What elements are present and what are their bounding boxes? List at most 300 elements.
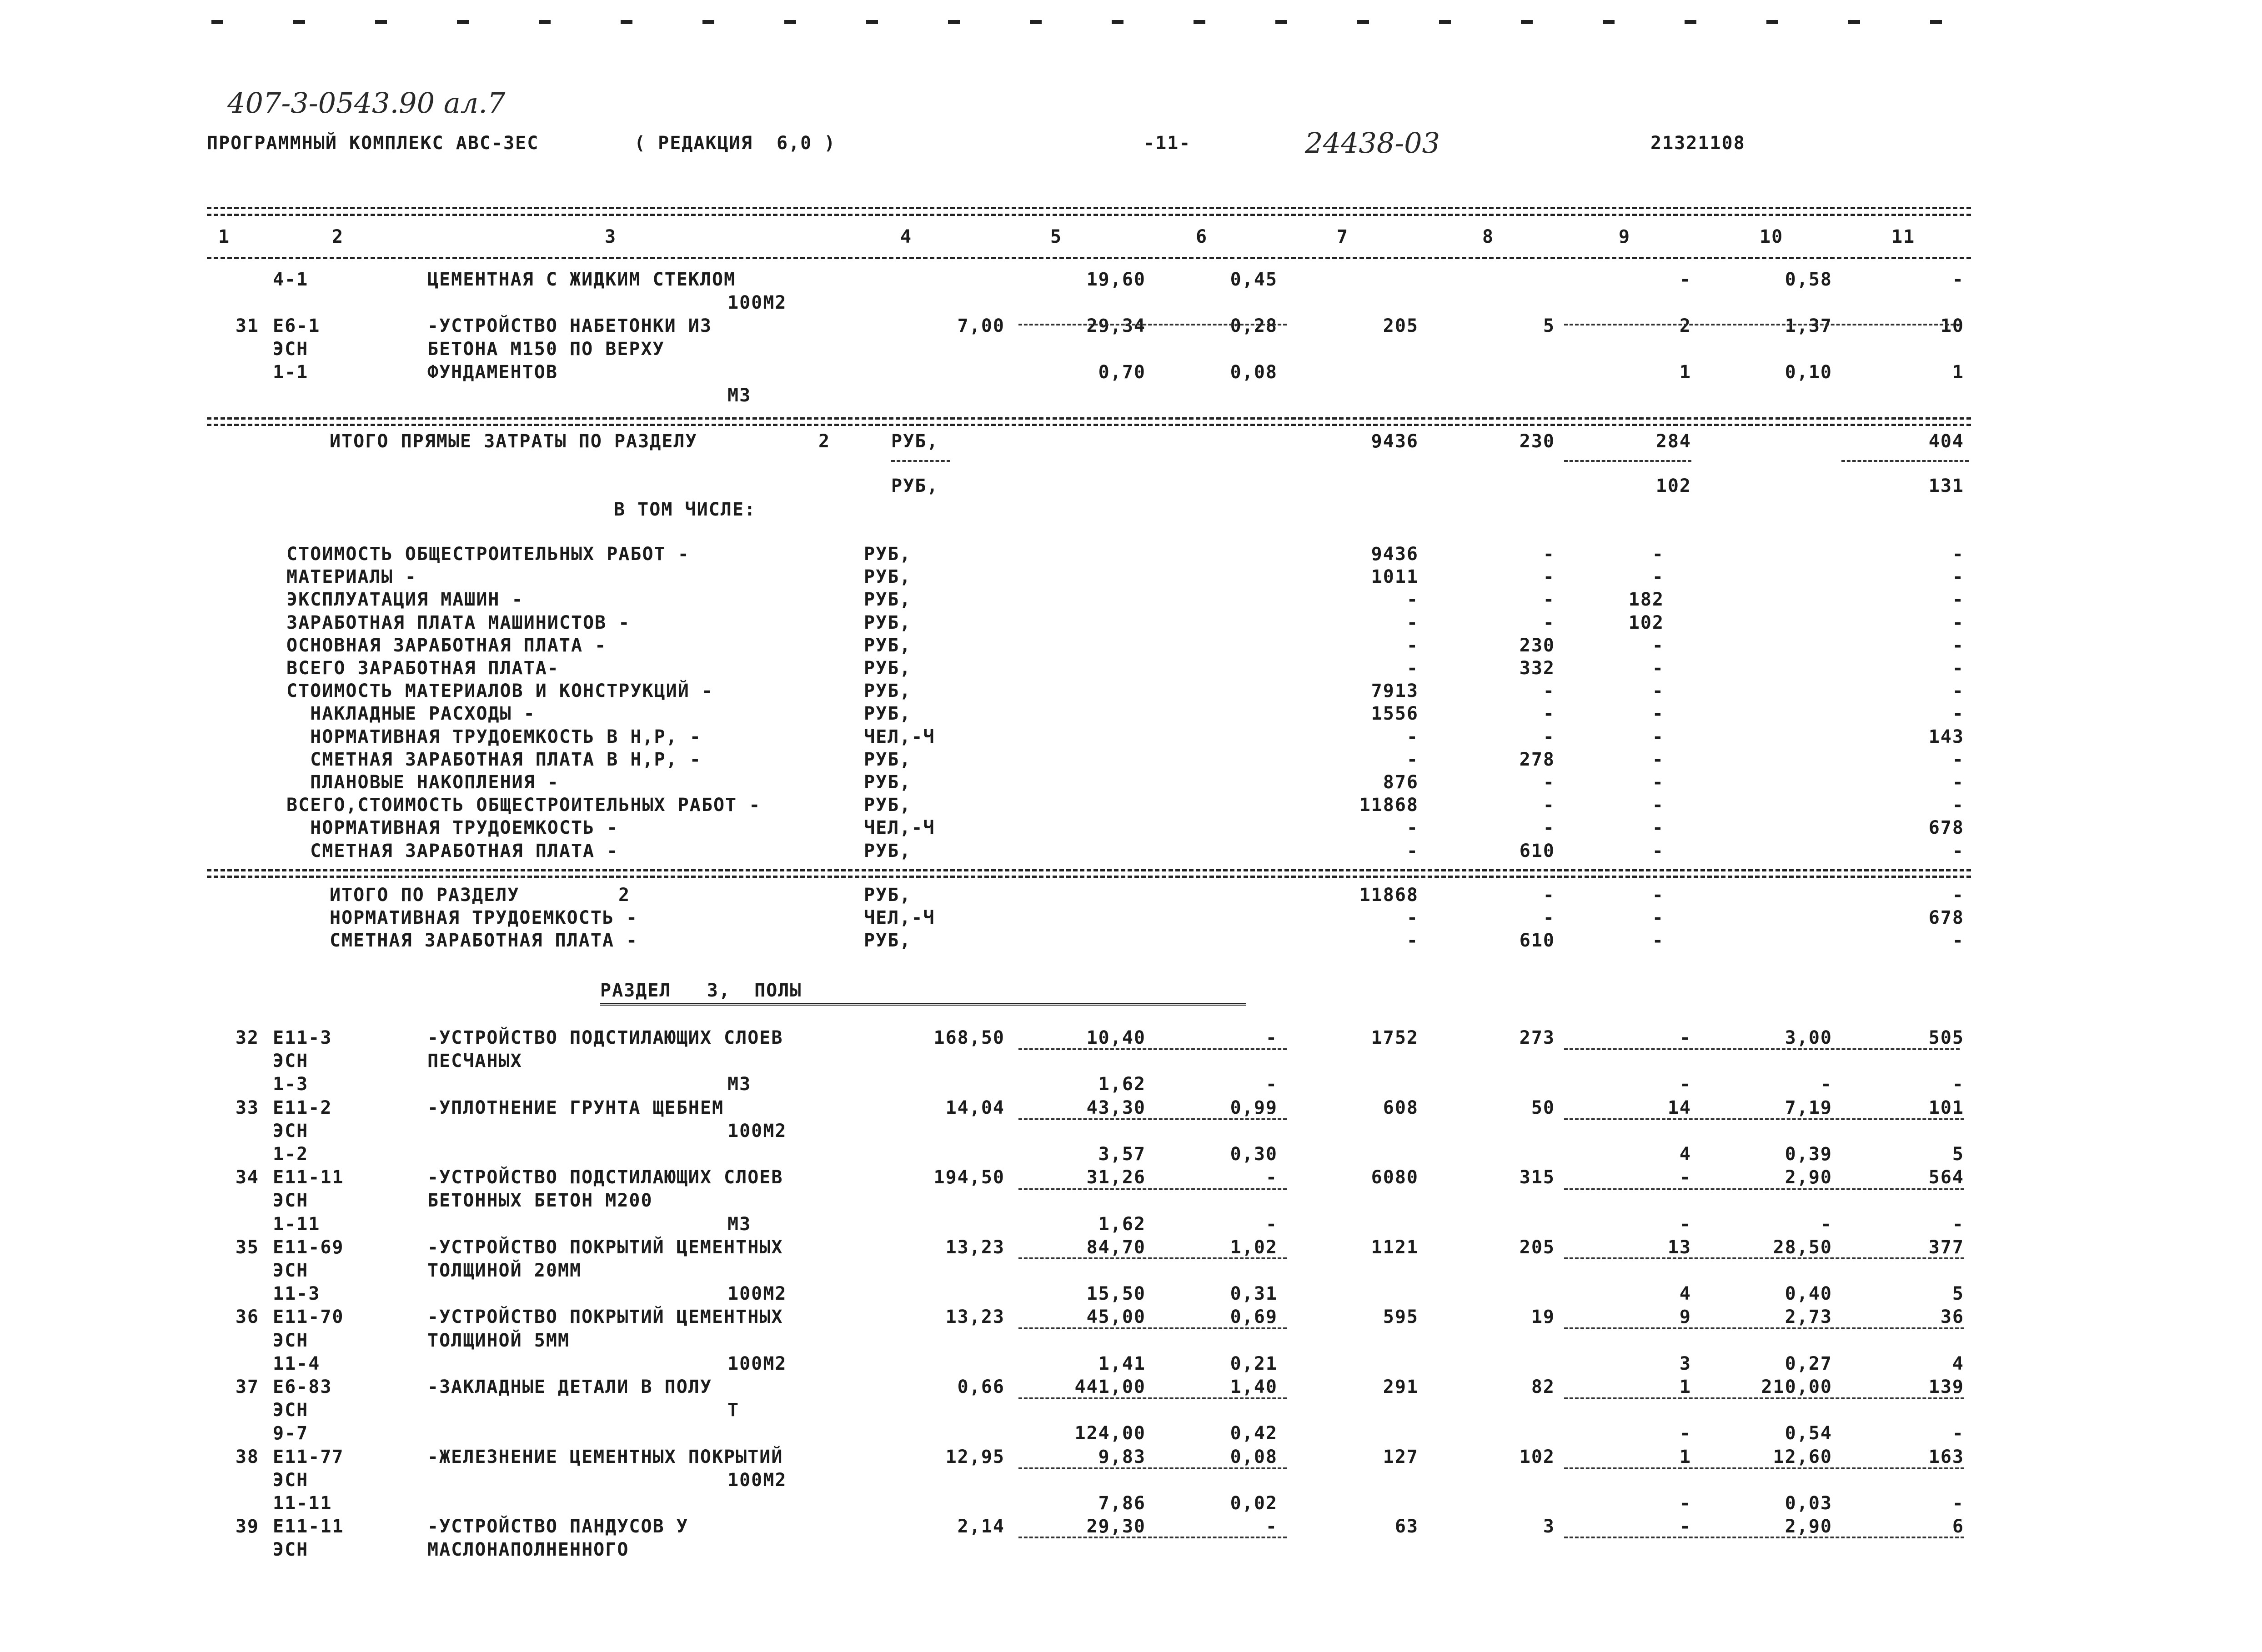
- column-header-cell: 7: [1337, 226, 1349, 247]
- cell-c5: 7,86: [1098, 1493, 1146, 1514]
- table-row: [0, 1470, 2262, 1493]
- breakdown-unit: РУБ,: [864, 703, 912, 725]
- cell-code: 9-7: [273, 1423, 309, 1444]
- cell-desc: -УСТРОЙСТВО ПАНДУСОВ У: [427, 1516, 688, 1537]
- section-total-unit-2: РУБ,: [891, 476, 939, 496]
- summary-c9: -: [1652, 907, 1664, 928]
- breakdown-label: СТОИМОСТЬ МАТЕРИАЛОВ И КОНСТРУКЦИЙ -: [286, 681, 713, 702]
- cell-c6: 0,02: [1230, 1493, 1278, 1514]
- cell-code: ЭСН: [273, 1120, 309, 1141]
- breakdown-c7: 9436: [1371, 544, 1419, 565]
- cell-c5: 84,70: [1086, 1236, 1146, 1258]
- cell-c8: 205: [1519, 1236, 1555, 1258]
- table-row: [0, 362, 2262, 385]
- cell-code: 1-1: [273, 362, 309, 383]
- breakdown-c8: -: [1543, 566, 1555, 588]
- cell-desc: 100М2: [727, 1353, 787, 1374]
- cell-code: 1-2: [273, 1144, 309, 1165]
- cell-c6: -: [1265, 1167, 1278, 1188]
- cell-c6: 0,30: [1230, 1144, 1278, 1165]
- cell-desc: ТОЛЩИНОЙ 20ММ: [427, 1260, 582, 1281]
- summary-c7: 11868: [1359, 885, 1419, 906]
- summary-c8: -: [1543, 907, 1555, 928]
- breakdown-row: [0, 612, 2262, 636]
- breakdown-c9: -: [1652, 772, 1664, 793]
- subtotal-underline: [1018, 1188, 1287, 1190]
- breakdown-c8: 332: [1519, 658, 1555, 679]
- cell-desc: Т: [727, 1400, 740, 1421]
- cell-c11: 101: [1928, 1097, 1964, 1118]
- breakdown-c7: -: [1406, 635, 1419, 656]
- handwritten-code: 407-3-0543.90 ал.7: [227, 86, 506, 120]
- breakdown-row: [0, 749, 2262, 773]
- cell-c9: -: [1679, 1516, 1691, 1537]
- table-row: [0, 1260, 2262, 1284]
- breakdown-c11: -: [1952, 772, 1964, 793]
- cell-desc: 100М2: [727, 1283, 787, 1305]
- breakdown-label: СМЕТНАЯ ЗАРАБОТНАЯ ПЛАТА В Н,Р, -: [286, 749, 702, 770]
- breakdown-c8: -: [1543, 726, 1555, 747]
- cell-c7: 291: [1383, 1377, 1419, 1397]
- breakdown-c7: 1556: [1371, 703, 1419, 725]
- section-total-c9: 284: [1655, 431, 1691, 452]
- table-row: [0, 1447, 2262, 1470]
- cell-c8: 5: [1543, 315, 1555, 336]
- breakdown-c7: -: [1406, 589, 1419, 611]
- cell-code: ЭСН: [273, 1190, 309, 1211]
- table-row: [0, 315, 2262, 339]
- cell-c10: 12,60: [1773, 1446, 1832, 1467]
- breakdown-label: НОРМАТИВНАЯ ТРУДОЕМКОСТЬ -: [286, 817, 619, 839]
- cell-code: Е11-70: [273, 1307, 344, 1328]
- cell-c4: 0,66: [957, 1377, 1005, 1397]
- cell-c9: 3: [1679, 1353, 1691, 1374]
- subtotal-underline: [1564, 1118, 1964, 1120]
- breakdown-unit: РУБ,: [864, 772, 912, 793]
- cell-code: ЭСН: [273, 1051, 309, 1072]
- cell-c7: 6080: [1371, 1167, 1419, 1188]
- cell-c10: 0,58: [1785, 269, 1832, 290]
- table-row: [0, 1377, 2262, 1400]
- cell-c5: 9,83: [1098, 1446, 1146, 1467]
- cell-c7: 205: [1383, 315, 1419, 336]
- cell-c6: 0,21: [1230, 1353, 1278, 1374]
- cell-code: 11-4: [273, 1353, 321, 1374]
- cell-c6: 1,40: [1230, 1377, 1278, 1397]
- cell-n: 35: [235, 1236, 259, 1258]
- cell-c9: -: [1679, 1213, 1691, 1235]
- breakdown-c11: -: [1952, 612, 1964, 633]
- cell-c10: -: [1820, 1213, 1832, 1235]
- cell-c10: 0,03: [1785, 1493, 1832, 1514]
- breakdown-row: [0, 772, 2262, 796]
- cell-c6: -: [1265, 1516, 1278, 1537]
- breakdown-c8: 610: [1519, 840, 1555, 861]
- cell-desc: -ЖЕЛЕЗНЕНИЕ ЦЕМЕНТНЫХ ПОКРЫТИЙ: [427, 1446, 783, 1467]
- cell-code: Е11-77: [273, 1446, 344, 1467]
- cell-c4: 7,00: [957, 315, 1005, 336]
- column-header-cell: 5: [1050, 226, 1063, 247]
- section3-underline: [600, 1003, 1246, 1006]
- cell-c5: 43,30: [1086, 1097, 1146, 1118]
- cell-c6: -: [1265, 1213, 1278, 1235]
- cell-c10: 210,00: [1761, 1377, 1832, 1397]
- c11-underline: [1841, 460, 1969, 462]
- breakdown-row: [0, 589, 2262, 613]
- subtotal-underline: [1018, 1327, 1287, 1329]
- breakdown-c8: -: [1543, 589, 1555, 611]
- breakdown-c9: -: [1652, 726, 1664, 747]
- section-total-c7: 9436: [1371, 431, 1419, 452]
- breakdown-c9: -: [1652, 681, 1664, 702]
- cell-c5: 15,50: [1086, 1283, 1146, 1305]
- cell-c11: 505: [1928, 1027, 1964, 1048]
- cell-c5: 441,00: [1074, 1377, 1146, 1397]
- summary-row: [0, 907, 2262, 931]
- section-total-unit: РУБ,: [891, 431, 939, 452]
- cell-n: 33: [235, 1097, 259, 1118]
- cell-n: 38: [235, 1446, 259, 1467]
- breakdown-label: СТОИМОСТЬ ОБЩЕСТРОИТЕЛЬНЫХ РАБОТ -: [286, 544, 690, 565]
- cell-c10: 3,00: [1785, 1027, 1832, 1048]
- cell-code: 1-3: [273, 1074, 309, 1095]
- breakdown-c11: -: [1952, 681, 1964, 702]
- breakdown-c7: 1011: [1371, 566, 1419, 588]
- summary-row: [0, 885, 2262, 908]
- table-row: [0, 1144, 2262, 1167]
- cell-code: Е11-69: [273, 1236, 344, 1258]
- summary-c7: -: [1406, 907, 1419, 928]
- rule-before-total-2: [207, 424, 1971, 426]
- cell-desc: 100М2: [727, 1469, 787, 1491]
- summary-c11: 678: [1928, 907, 1964, 928]
- cell-c11: 163: [1928, 1446, 1964, 1467]
- section3-title: РАЗДЕЛ 3, ПОЛЫ: [600, 980, 802, 1001]
- cell-c5: 19,60: [1086, 269, 1146, 290]
- subtotal-underline: [1018, 1048, 1287, 1050]
- header-rule-top: [207, 207, 1971, 209]
- breakdown-row: [0, 544, 2262, 567]
- section-total-c8: 230: [1519, 431, 1555, 452]
- cell-c9: 4: [1679, 1144, 1691, 1165]
- cell-c10: 0,40: [1785, 1283, 1832, 1305]
- summary-c9: -: [1652, 885, 1664, 906]
- summary-label: СМЕТНАЯ ЗАРАБОТНАЯ ПЛАТА -: [330, 930, 638, 951]
- table-row: [0, 1190, 2262, 1214]
- cell-c11: 10: [1940, 315, 1964, 336]
- breakdown-c7: -: [1406, 658, 1419, 679]
- cell-desc: ЦЕМЕНТНАЯ С ЖИДКИМ СТЕКЛОМ: [427, 269, 736, 290]
- cell-desc: М3: [727, 1213, 752, 1235]
- breakdown-c8: 230: [1519, 635, 1555, 656]
- subtotal-underline: [1564, 1537, 1964, 1538]
- header-rule-top-2: [207, 214, 1971, 216]
- breakdown-c7: -: [1406, 749, 1419, 770]
- table-row: [0, 1283, 2262, 1307]
- page-number: -11-: [1144, 133, 1191, 154]
- subtotal-underline: [1564, 1257, 1964, 1259]
- cell-code: Е11-11: [273, 1516, 344, 1537]
- cell-c9: 1: [1679, 1446, 1691, 1467]
- cell-c7: 608: [1383, 1097, 1419, 1118]
- table-row: [0, 1400, 2262, 1423]
- cell-c9: 2: [1679, 315, 1691, 336]
- cell-c9: 14: [1667, 1097, 1691, 1118]
- breakdown-label: ВСЕГО,СТОИМОСТЬ ОБЩЕСТРОИТЕЛЬНЫХ РАБОТ -: [286, 795, 761, 816]
- summary-c8: -: [1543, 885, 1555, 906]
- cell-c11: 5: [1952, 1144, 1964, 1165]
- subtotal-underline: [1564, 1467, 1964, 1469]
- breakdown-label: МАТЕРИАЛЫ -: [286, 566, 417, 588]
- section-total-c11b: 131: [1928, 476, 1964, 496]
- column-header-cell: 8: [1482, 226, 1495, 247]
- cell-n: 39: [235, 1516, 259, 1537]
- summary-label: ИТОГО ПО РАЗДЕЛУ: [330, 885, 520, 906]
- summary-c11: -: [1952, 885, 1964, 906]
- column-header-cell: 3: [605, 226, 617, 247]
- breakdown-label: НАКЛАДНЫЕ РАСХОДЫ -: [286, 703, 536, 725]
- breakdown-unit: ЧЕЛ,-Ч: [864, 817, 935, 839]
- cell-c8: 102: [1519, 1446, 1555, 1467]
- cell-c6: 0,69: [1230, 1307, 1278, 1328]
- cell-code: ЭСН: [273, 1330, 309, 1351]
- subtotal-underline: [1018, 1397, 1287, 1399]
- cell-c4: 13,23: [945, 1236, 1005, 1258]
- breakdown-c11: -: [1952, 635, 1964, 656]
- cell-c10: 1,37: [1785, 315, 1832, 336]
- breakdown-c9: -: [1652, 544, 1664, 565]
- cell-c11: -: [1952, 1213, 1964, 1235]
- cell-desc: -УСТРОЙСТВО НАБЕТОНКИ ИЗ: [427, 315, 712, 336]
- breakdown-c11: -: [1952, 840, 1964, 861]
- table-row: [0, 269, 2262, 293]
- cell-desc: 100М2: [727, 292, 787, 313]
- section-total-number: 2: [818, 431, 831, 452]
- breakdown-c7: -: [1406, 817, 1419, 839]
- breakdown-c8: -: [1543, 795, 1555, 816]
- table-row: [0, 1027, 2262, 1051]
- cell-c5: 45,00: [1086, 1307, 1146, 1328]
- cell-c6: 1,02: [1230, 1236, 1278, 1258]
- breakdown-row: [0, 658, 2262, 681]
- subtotal-underline: [1018, 1467, 1287, 1469]
- cell-code: 4-1: [273, 269, 309, 290]
- cell-code: Е11-3: [273, 1027, 332, 1048]
- section-total-c9b: 102: [1655, 476, 1691, 496]
- summary-c7: -: [1406, 930, 1419, 951]
- cell-c5: 29,34: [1086, 315, 1146, 336]
- cell-c7: 63: [1394, 1516, 1419, 1537]
- breakdown-c11: -: [1952, 703, 1964, 725]
- summary-c8: 610: [1519, 930, 1555, 951]
- breakdown-c8: -: [1543, 817, 1555, 839]
- cell-code: ЭСН: [273, 1469, 309, 1491]
- cell-c8: 315: [1519, 1167, 1555, 1188]
- cell-c5: 1,62: [1098, 1074, 1146, 1095]
- rule-before-summary-2: [207, 876, 1971, 878]
- cell-c6: -: [1265, 1027, 1278, 1048]
- cell-code: 11-11: [273, 1493, 332, 1514]
- breakdown-c11: -: [1952, 749, 1964, 770]
- cell-desc: ФУНДАМЕНТОВ: [427, 362, 558, 383]
- breakdown-unit: РУБ,: [864, 589, 912, 611]
- table-row: [0, 1423, 2262, 1447]
- table-row: [0, 1353, 2262, 1377]
- breakdown-row: [0, 726, 2262, 750]
- table-row: [0, 1051, 2262, 1074]
- table-row: [0, 1330, 2262, 1354]
- column-header-cell: 2: [332, 226, 344, 247]
- subtotal-underline: [1564, 324, 1960, 325]
- cell-c11: 139: [1928, 1377, 1964, 1397]
- cell-c5: 3,57: [1098, 1144, 1146, 1165]
- breakdown-c9: -: [1652, 703, 1664, 725]
- cell-code: Е11-11: [273, 1167, 344, 1188]
- cell-c11: 1: [1952, 362, 1964, 383]
- breakdown-c8: -: [1543, 772, 1555, 793]
- breakdown-unit: ЧЕЛ,-Ч: [864, 726, 935, 747]
- cell-c11: 5: [1952, 1283, 1964, 1305]
- breakdown-c9: -: [1652, 635, 1664, 656]
- cell-c11: -: [1952, 1074, 1964, 1095]
- cell-c10: 2,90: [1785, 1516, 1832, 1537]
- breakdown-unit: РУБ,: [864, 681, 912, 702]
- breakdown-c11: -: [1952, 658, 1964, 679]
- breakdown-c7: -: [1406, 612, 1419, 633]
- column-header-cell: 10: [1760, 226, 1784, 247]
- summary-unit: ЧЕЛ,-Ч: [864, 907, 935, 928]
- cell-c6: 0,45: [1230, 269, 1278, 290]
- cell-c11: 4: [1952, 1353, 1964, 1374]
- breakdown-row: [0, 681, 2262, 704]
- cell-c5: 29,30: [1086, 1516, 1146, 1537]
- breakdown-c8: -: [1543, 612, 1555, 633]
- breakdown-c8: -: [1543, 703, 1555, 725]
- cell-desc: БЕТОНА М150 ПО ВЕРХУ: [427, 339, 665, 360]
- cell-desc: 100М2: [727, 1120, 787, 1141]
- cell-desc: М3: [727, 1074, 752, 1095]
- c9-underline: [1564, 460, 1691, 462]
- cell-c9: 1: [1679, 1377, 1691, 1397]
- cell-c7: 1752: [1371, 1027, 1419, 1048]
- breakdown-unit: РУБ,: [864, 544, 912, 565]
- cell-c5: 124,00: [1074, 1423, 1146, 1444]
- summary-row: [0, 930, 2262, 954]
- breakdown-c9: -: [1652, 749, 1664, 770]
- summary-c11: -: [1952, 930, 1964, 951]
- cell-n: 31: [235, 315, 259, 336]
- cell-c7: 1121: [1371, 1236, 1419, 1258]
- table-row: [0, 1307, 2262, 1330]
- cell-c11: -: [1952, 269, 1964, 290]
- cell-c9: -: [1679, 1027, 1691, 1048]
- cell-c10: 2,73: [1785, 1307, 1832, 1328]
- breakdown-row: [0, 566, 2262, 590]
- cell-c9: -: [1679, 1493, 1691, 1514]
- cell-desc: -УСТРОЙСТВО ПОДСТИЛАЮЩИХ СЛОЕВ: [427, 1027, 783, 1048]
- breakdown-label: ЗАРАБОТНАЯ ПЛАТА МАШИНИСТОВ -: [286, 612, 631, 633]
- breakdown-unit: РУБ,: [864, 658, 912, 679]
- cell-desc: -ЗАКЛАДНЫЕ ДЕТАЛИ В ПОЛУ: [427, 1377, 712, 1397]
- subtotal-underline: [1018, 1257, 1287, 1259]
- cell-c11: 564: [1928, 1167, 1964, 1188]
- breakdown-c11: 678: [1928, 817, 1964, 839]
- column-header-cell: 11: [1891, 226, 1916, 247]
- table-row: [0, 1097, 2262, 1121]
- cell-c9: -: [1679, 1423, 1691, 1444]
- breakdown-c8: -: [1543, 544, 1555, 565]
- cell-c10: 28,50: [1773, 1236, 1832, 1258]
- cell-code: ЭСН: [273, 339, 309, 360]
- subtotal-underline: [1564, 1397, 1964, 1399]
- cell-desc: -УПЛОТНЕНИЕ ГРУНТА ЩЕБНЕМ: [427, 1097, 724, 1118]
- breakdown-row: [0, 635, 2262, 659]
- doc-number: 21321108: [1650, 133, 1745, 154]
- cell-c6: 0,08: [1230, 362, 1278, 383]
- cell-n: 34: [235, 1167, 259, 1188]
- breakdown-label: ОСНОВНАЯ ЗАРАБОТНАЯ ПЛАТА -: [286, 635, 607, 656]
- cell-c4: 12,95: [945, 1446, 1005, 1467]
- cell-c4: 13,23: [945, 1307, 1005, 1328]
- summary-unit: РУБ,: [864, 885, 912, 906]
- cell-c9: 13: [1667, 1236, 1691, 1258]
- summary-unit: РУБ,: [864, 930, 912, 951]
- cell-c5: 10,40: [1086, 1027, 1146, 1048]
- cell-c7: 595: [1383, 1307, 1419, 1328]
- cell-code: ЭСН: [273, 1400, 309, 1421]
- cell-c8: 3: [1543, 1516, 1555, 1537]
- cell-c10: 7,19: [1785, 1097, 1832, 1118]
- breakdown-c7: -: [1406, 840, 1419, 861]
- cell-c10: 0,10: [1785, 362, 1832, 383]
- cell-desc: ТОЛЩИНОЙ 5ММ: [427, 1330, 570, 1351]
- breakdown-c9: -: [1652, 658, 1664, 679]
- cell-c4: 14,04: [945, 1097, 1005, 1118]
- cell-c10: 2,90: [1785, 1167, 1832, 1188]
- table-row: [0, 1493, 2262, 1517]
- program-line: ПРОГРАММНЫЙ КОМПЛЕКС АВС-3ЕС: [207, 133, 539, 154]
- breakdown-c7: -: [1406, 726, 1419, 747]
- summary-c9: -: [1652, 930, 1664, 951]
- cell-c10: 0,27: [1785, 1353, 1832, 1374]
- cell-c8: 82: [1531, 1377, 1555, 1397]
- breakdown-unit: РУБ,: [864, 612, 912, 633]
- cell-c6: 0,31: [1230, 1283, 1278, 1305]
- cell-desc: -УСТРОЙСТВО ПОКРЫТИЙ ЦЕМЕНТНЫХ: [427, 1307, 783, 1328]
- cell-c5: 1,41: [1098, 1353, 1146, 1374]
- cell-code: ЭСН: [273, 1260, 309, 1281]
- column-header-row: [0, 226, 2262, 250]
- cell-c6: -: [1265, 1074, 1278, 1095]
- cell-c10: 0,54: [1785, 1423, 1832, 1444]
- cell-c11: 377: [1928, 1236, 1964, 1258]
- table-row: [0, 385, 2262, 409]
- breakdown-row: [0, 795, 2262, 818]
- cell-c4: 194,50: [933, 1167, 1005, 1188]
- breakdown-c8: 278: [1519, 749, 1555, 770]
- cell-desc: ПЕСЧАНЫХ: [427, 1051, 522, 1072]
- breakdown-c9: -: [1652, 817, 1664, 839]
- cell-c5: 0,70: [1098, 362, 1146, 383]
- subtotal-underline: [1564, 1048, 1960, 1050]
- table-row: [0, 1167, 2262, 1191]
- breakdown-c8: -: [1543, 681, 1555, 702]
- table-row: [0, 1121, 2262, 1144]
- cell-c9: 4: [1679, 1283, 1691, 1305]
- table-row: [0, 339, 2262, 362]
- cell-c9: 9: [1679, 1307, 1691, 1328]
- cell-c7: 127: [1383, 1446, 1419, 1467]
